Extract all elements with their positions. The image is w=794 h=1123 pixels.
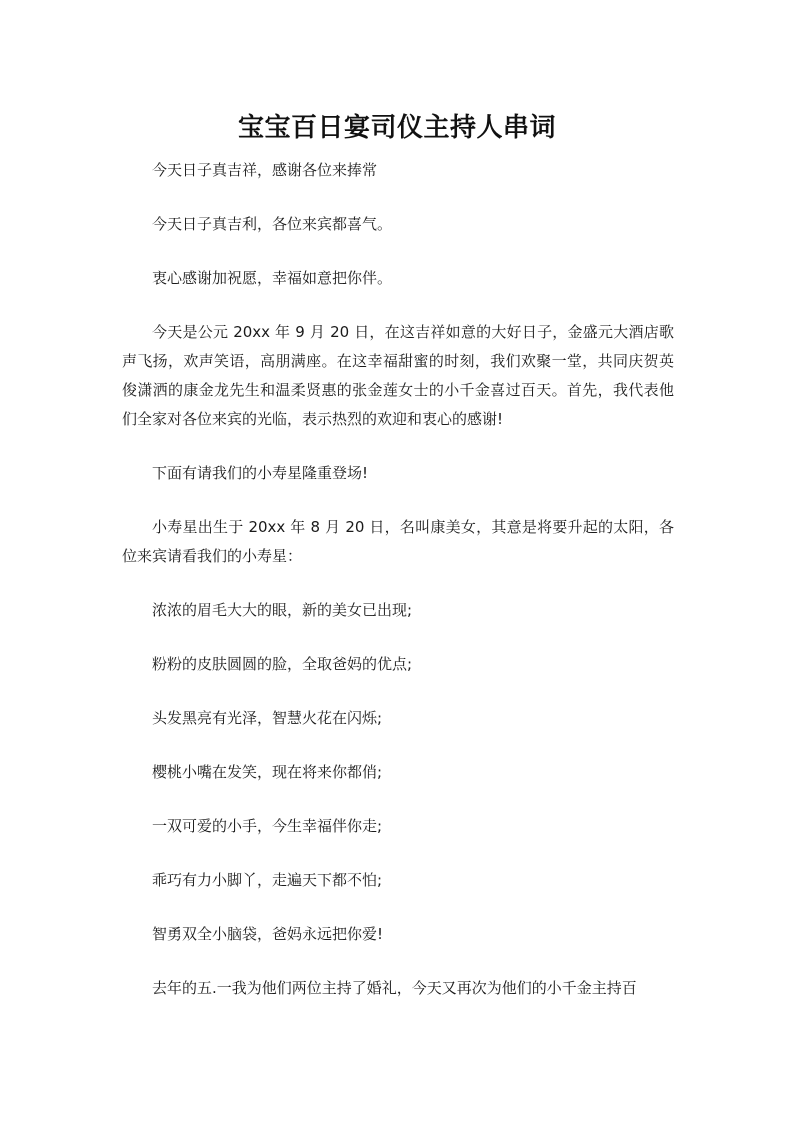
paragraph: 衷心感谢加祝愿，幸福如意把你伴。	[152, 269, 393, 287]
paragraph: 粉粉的皮肤圆圆的脸，全取爸妈的优点;	[152, 655, 413, 673]
paragraph: 乖巧有力小脚丫，走遍天下都不怕;	[152, 871, 383, 889]
paragraph: 小寿星出生于 20xx 年 8 月 20 日，名叫康美女，其意是将要升起的太阳，各位来宾请看我们的小寿星：	[122, 518, 674, 565]
paragraph: 一双可爱的小手，今生幸福伴你走;	[152, 817, 383, 835]
paragraph: 浓浓的眉毛大大的眼，新的美女已出现;	[152, 601, 413, 619]
document-title: 宝宝百日宴司仪主持人串词	[237, 113, 556, 143]
document-body	[122, 156, 674, 1028]
paragraph: 智勇双全小脑袋，爸妈永远把你爱!	[152, 925, 384, 943]
paragraph: 下面有请我们的小寿星隆重登场!	[152, 464, 369, 482]
paragraph: 今天日子真吉利，各位来宾都喜气。	[152, 215, 393, 233]
paragraph: 头发黑亮有光泽，智慧火花在闪烁;	[152, 709, 383, 727]
paragraph: 今天日子真吉祥，感谢各位来捧常	[152, 161, 378, 179]
paragraph: 樱桃小嘴在发笑，现在将来你都俏;	[152, 763, 383, 781]
paragraph: 今天是公元 20xx 年 9 月 20 日，在这吉祥如意的大好日子，金盛元大酒店歌声飞扬，欢声笑语，高朋满座。在这幸福甜蜜的时刻，我们欢聚一堂，共同庆贺英俊潇洒的康金龙先生和温柔贤惠的张金莲女士的小千金喜过百天。首先，我代表他们全家对各位来宾的光临，表示热烈的欢迎和衷心的感谢!	[122, 323, 674, 428]
paragraph: 去年的五.一我为他们两位主持了婚礼，今天又再次为他们的小千金主持百	[152, 979, 637, 997]
